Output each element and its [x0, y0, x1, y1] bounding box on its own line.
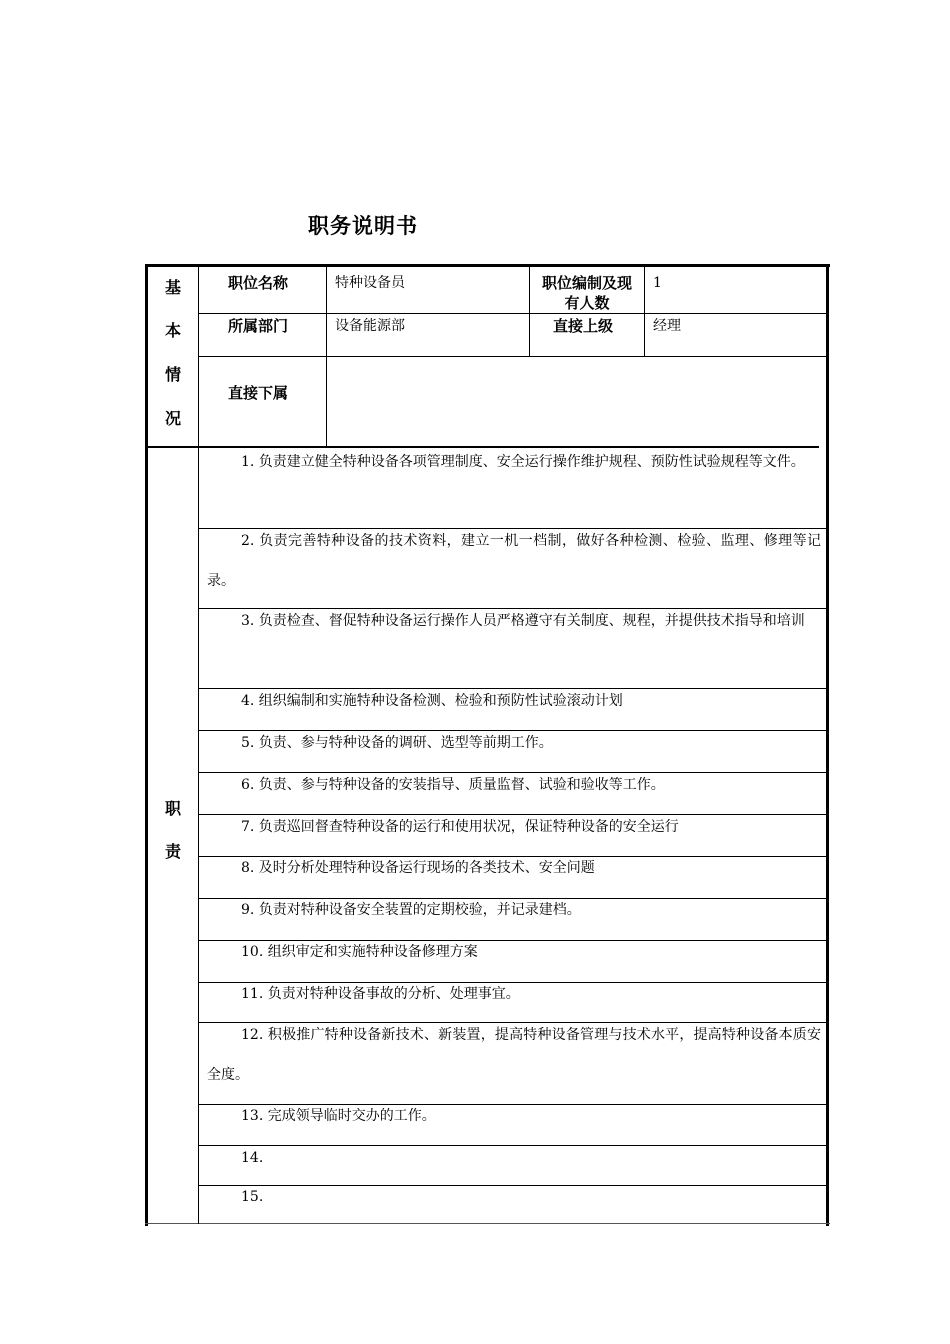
duty-item: 7. 负责巡回督查特种设备的运行和使用状况，保证特种设备的安全运行: [241, 819, 679, 835]
basic-section-char: 本: [164, 321, 181, 340]
basic-section-char: 基: [164, 278, 181, 297]
duties-section-char: 职: [164, 799, 181, 818]
duty-item: 9. 负责对特种设备安全装置的定期校验，并记录建档。: [241, 902, 581, 918]
divider: [529, 266, 530, 356]
divider: [198, 313, 827, 314]
headcount-value: 1: [653, 275, 662, 291]
position-name-value: 特种设备员: [335, 275, 405, 291]
duty-item: 8. 及时分析处理特种设备运行现场的各类技术、安全问题: [241, 860, 595, 876]
duty-item: 5. 负责、参与特种设备的调研、选型等前期工作。: [241, 735, 553, 751]
duty-item: 2. 负责完善特种设备的技术资料，建立一机一档制，做好各种检测、检验、监理、修理等记录。: [207, 533, 821, 589]
position-name-label: 职位名称: [228, 274, 289, 292]
duty-item: 3. 负责检查、督促特种设备运行操作人员严格遵守有关制度、规程，并提供技术指导和培训: [241, 613, 805, 629]
basic-section-char: 情: [164, 365, 181, 384]
duty-item: 14.: [241, 1150, 264, 1166]
duty-item: 10. 组织审定和实施特种设备修理方案: [241, 944, 478, 960]
table-border-bottom: [145, 1223, 830, 1224]
duty-item: 4. 组织编制和实施特种设备检测、检验和预防性试验滚动计划: [241, 693, 623, 709]
department-value: 设备能源部: [335, 318, 405, 334]
table-border-top: [145, 264, 830, 267]
divider: [644, 266, 645, 356]
duty-item: 11. 负责对特种设备事故的分析、处理事宜。: [241, 986, 520, 1002]
subordinate-label: 直接下属: [228, 384, 289, 402]
basic-section-char: 况: [164, 409, 181, 428]
department-label: 所属部门: [228, 317, 289, 335]
table-border-right: [826, 264, 829, 1226]
divider: [198, 356, 827, 357]
duty-item: 15.: [241, 1189, 264, 1205]
headcount-label: 职位编制及现有人数: [541, 274, 632, 312]
duty-item: 13. 完成领导临时交办的工作。: [241, 1108, 436, 1124]
supervisor-value: 经理: [653, 318, 681, 334]
document-title: 职务说明书: [308, 214, 418, 238]
duties-section-char: 责: [164, 842, 181, 861]
duty-item: 6. 负责、参与特种设备的安装指导、质量监督、试验和验收等工作。: [241, 777, 665, 793]
duty-item: 12. 积极推广特种设备新技术、新装置，提高特种设备管理与技术水平，提高特种设备本质安全度。: [207, 1027, 821, 1083]
duty-item: 1. 负责建立健全特种设备各项管理制度、安全运行操作维护规程、预防性试验规程等文件。: [241, 454, 805, 470]
supervisor-label: 直接上级: [553, 317, 614, 335]
divider: [198, 448, 199, 1224]
